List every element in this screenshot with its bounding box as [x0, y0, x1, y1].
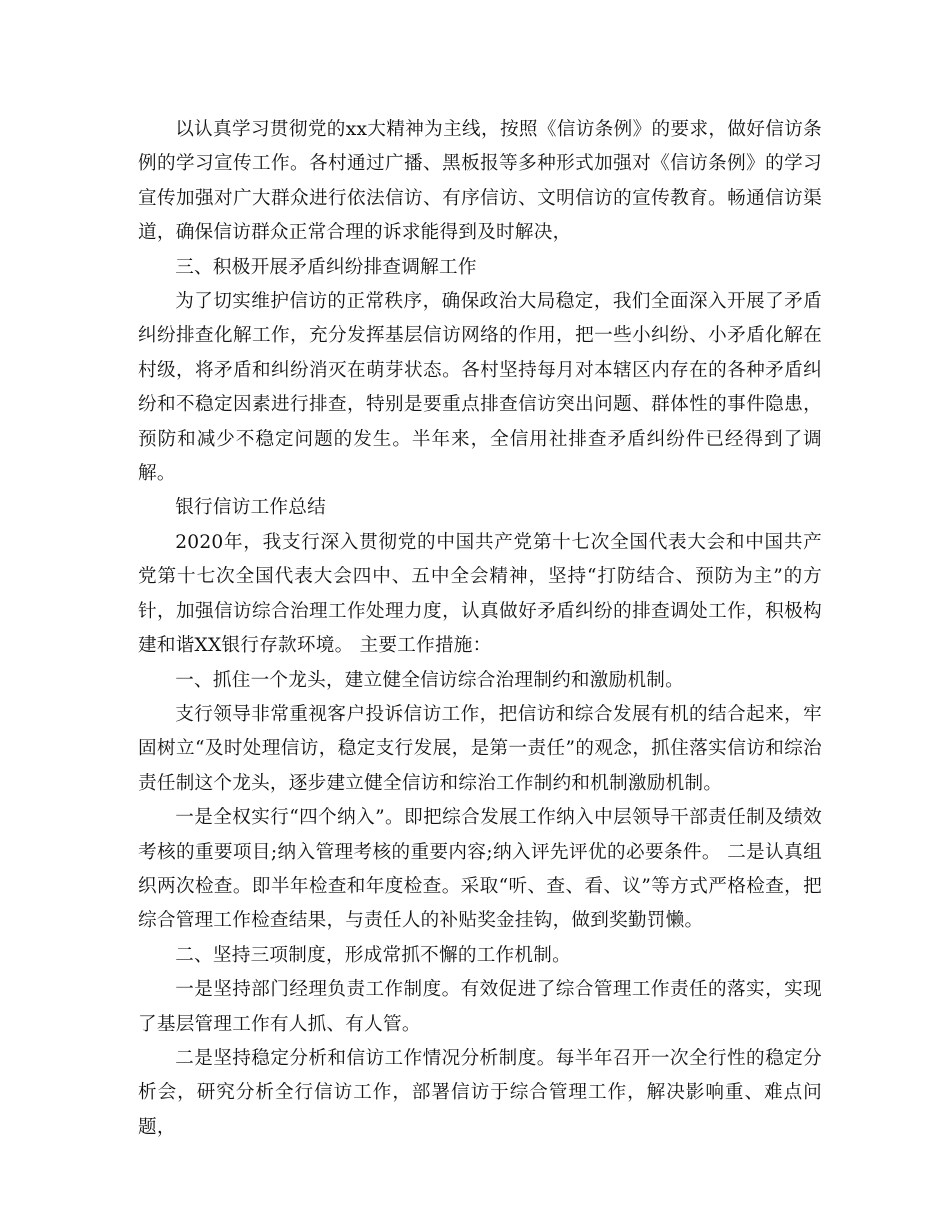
paragraph-manager-responsibility: 一是坚持部门经理负责工作制度。有效促进了综合管理工作责任的落实，实现了基层管理工作有人抓、有人管。 — [138, 979, 822, 1035]
paragraph-stability-analysis: 二是坚持稳定分析和信访工作情况分析制度。每半年召开一次全行性的稳定分析会，研究分析全行信访工作，部署信访于综合管理工作，解决影响重、难点问题， — [138, 1047, 822, 1138]
paragraph-dispute-investigation: 为了切实维护信访的正常秩序，确保政治大局稳定，我们全面深入开展了矛盾纠纷排查化解工作，充分发挥基层信访网络的作用，把一些小纠纷、小矛盾化解在村级，将矛盾和纠纷消灭在萌芽状态。各村坚持每月对本辖区内存在的各种矛盾纠纷和不稳定因素进行排查，特别是要重点排查信访突出问题、群体性的事件隐患，预防和减少不稳定问题的发生。半年来，全信用社排查矛盾纠纷件已经得到了调解。 — [138, 291, 822, 485]
paragraph-leadership-attention: 支行领导非常重视客户投诉信访工作，把信访和综合发展有机的结合起来，牢固树立“及时处理信访，稳定支行发展，是第一责任”的观念，抓住落实信访和综治责任制这个龙头，逐步建立健全信访和综治工作制约和机制激励机制。 — [138, 703, 822, 794]
paragraph-summary-intro: 2020年，我支行深入贯彻党的中国共产党第十七次全国代表大会和中国共产党第十七次全国代表大会四中、五中全会精神，坚持“打防结合、预防为主”的方针，加强信访综合治理工作处理力度，认真做好矛盾纠纷的排查调处工作，积极构建和谐XX银行存款环境。 主要工作措施： — [138, 531, 822, 657]
heading-dispute-mediation: 三、积极开展矛盾纠纷排查调解工作 — [175, 256, 477, 278]
paragraph-petition-regulation-study: 以认真学习贯彻党的xx大精神为主线，按照《信访条例》的要求，做好信访条例的学习宣传工作。各村通过广播、黑板报等多种形式加强对《信访条例》的学习宣传加强对广大群众进行依法信访、有序信访、文明信访的宣传教育。畅通信访渠道，确保信访群众正常合理的诉求能得到及时解决， — [138, 119, 822, 244]
heading-bank-petition-summary: 银行信访工作总结 — [175, 497, 326, 519]
paragraph-four-inclusions: 一是全权实行“四个纳入”。即把综合发展工作纳入中层领导干部责任制及绩效考核的重要项目;纳入管理考核的重要内容;纳入评先评优的必要条件。 二是认真组织两次检查。即半年检查和年度检查。采取“听、查、看、议”等方式严格检查，把综合管理工作检查结果，与责任人的补贴奖金挂钩，做到奖勤罚懒。 — [138, 807, 822, 932]
heading-measure-two: 二、坚持三项制度，形成常抓不懈的工作机制。 — [175, 944, 571, 966]
document-page — [138, 113, 822, 1145]
heading-measure-one: 一、抓住一个龙头，建立健全信访综合治理制约和激励机制。 — [175, 669, 684, 691]
